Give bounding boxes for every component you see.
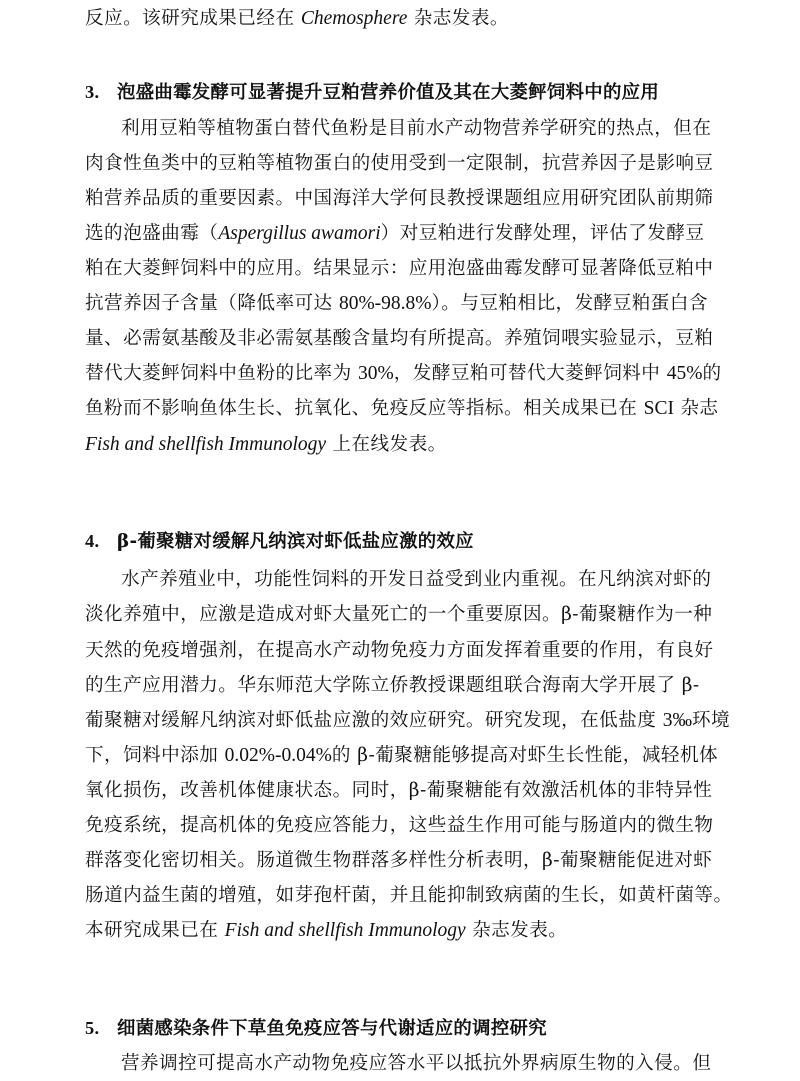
paragraph-line	[85, 598, 725, 632]
paragraph-line	[85, 357, 725, 391]
text-run: 杂志发表。	[465, 920, 568, 941]
percentage-value: 45%	[666, 363, 703, 384]
text-run: 杂志	[674, 398, 719, 419]
paragraph-line	[121, 112, 725, 146]
section-5-heading	[85, 1011, 725, 1045]
text-run: 天然的免疫增强剂，在提高水产动物免疫力方面发挥着重要的作用，有良好	[85, 640, 714, 661]
text-run: 的 β-葡聚糖能够提高对虾生长性能，减轻机体	[331, 745, 719, 766]
text-run: 葡聚糖对缓解凡纳滨对虾低盐应激的效应研究。研究发现，在低盐度	[85, 710, 663, 731]
text-run: 的	[702, 363, 722, 384]
journal-name: Fish and shellfish Immunology	[224, 920, 466, 941]
text-run: ）对豆粕进行发酵处理，评估了发酵豆	[380, 223, 705, 244]
text-run: 营养调控可提高水产动物免疫应答水平以抵抗外界病原生物的入侵。但	[121, 1053, 712, 1074]
section-3-heading	[85, 75, 725, 109]
journal-name: Chemosphere	[300, 8, 408, 29]
percentage-value: 0.02%-0.04%	[224, 745, 332, 766]
text-run: 杂志发表。	[407, 8, 509, 29]
abbreviation: SCI	[643, 398, 674, 419]
text-run: 替代大菱鲆饲料中鱼粉的比率为	[85, 363, 358, 384]
text-run: 群落变化密切相关。肠道微生物群落多样性分析表明，β-葡聚糖能促进对虾	[85, 850, 713, 871]
section-4-heading	[85, 524, 725, 558]
text-run: ）。与豆粕相比，发酵豆粕蛋白含	[431, 293, 708, 314]
text-run: 下，饲料中添加	[85, 745, 225, 766]
text-run: 本研究成果已在	[85, 920, 225, 941]
paragraph-line	[85, 669, 725, 703]
paragraph-line	[85, 287, 725, 321]
text-run: 免疫系统，提高机体的免疫应答能力，这些益生作用可能与肠道内的微生物	[85, 815, 714, 836]
salinity-value: 3‰	[662, 710, 692, 731]
paragraph-line	[85, 774, 725, 808]
paragraph-line	[85, 914, 725, 948]
text-run: 量、必需氨基酸及非必需氨基酸含量均有所提高。养殖饲喂实验显示，豆粕	[85, 328, 714, 349]
percentage-value: 80%-98.8%	[338, 293, 432, 314]
paragraph-line	[121, 563, 725, 597]
text-run: 鱼粉而不影响鱼体生长、抗氧化、免疫反应等指标。相关成果已在	[85, 398, 644, 419]
text-run: 环境	[691, 710, 731, 731]
text-run: 肉食性鱼类中的豆粕等植物蛋白的使用受到一定限制，抗营养因子是影响豆	[85, 153, 714, 174]
text-run: 粕在大菱鲆饲料中的应用。结果显示：应用泡盛曲霉发酵可显著降低豆粕中	[85, 258, 714, 279]
section-title: 泡盛曲霉发酵可显著提升豆粕营养价值及其在大菱鲆饲料中的应用	[117, 82, 660, 103]
paragraph-line	[85, 634, 725, 668]
paragraph-line	[85, 182, 725, 216]
text-run: 水产养殖业中，功能性饲料的开发日益受到业内重视。在凡纳滨对虾的	[121, 569, 712, 590]
paragraph-line	[85, 322, 725, 356]
text-run: 利用豆粕等植物蛋白替代鱼粉是目前水产动物营养学研究的热点，但在	[121, 118, 712, 139]
paragraph-line	[85, 252, 725, 286]
paragraph-line	[85, 879, 733, 913]
text-run: 上在线发表。	[326, 434, 447, 455]
species-name: Aspergillus awamori	[218, 223, 381, 244]
paragraph-line	[85, 428, 725, 462]
section-number: 4.	[85, 531, 100, 551]
text-run: 选的泡盛曲霉（	[85, 223, 219, 244]
section-number: 5.	[85, 1018, 100, 1038]
text-run: 淡化养殖中，应激是造成对虾大量死亡的一个重要原因。β-葡聚糖作为一种	[85, 604, 713, 625]
paragraph-line	[85, 704, 731, 738]
text-run: 反应。该研究成果已经在	[85, 8, 301, 29]
paragraph-line	[85, 147, 725, 181]
paragraph-line	[85, 217, 725, 251]
journal-name: Fish and shellfish Immunology	[85, 434, 327, 455]
percentage-value: 30%	[357, 363, 394, 384]
paragraph-line	[85, 844, 725, 878]
paragraph-line	[85, 809, 725, 843]
text-run: 的生产应用潜力。华东师范大学陈立侨教授课题组联合海南大学开展了 β-	[85, 675, 700, 696]
section-number: 3.	[85, 82, 100, 102]
paragraph-line	[85, 739, 725, 773]
text-run: 粕营养品质的重要因素。中国海洋大学何艮教授课题组应用研究团队前期筛	[85, 188, 714, 209]
text-run: 氧化损伤，改善机体健康状态。同时，β-葡聚糖能有效激活机体的非特异性	[85, 780, 713, 801]
section-title: 细菌感染条件下草鱼免疫应答与代谢适应的调控研究	[117, 1018, 547, 1039]
paragraph-line	[85, 392, 725, 426]
paragraph-line	[85, 2, 725, 36]
text-run: 抗营养因子含量（降低率可达	[85, 293, 339, 314]
text-run: 肠道内益生菌的增殖，如芽孢杆菌，并且能抑制致病菌的生长，如黄杆菌等。	[85, 885, 733, 906]
text-run: ，发酵豆粕可替代大菱鲆饲料中	[393, 363, 667, 384]
paragraph-line	[121, 1047, 725, 1081]
section-title: β-葡聚糖对缓解凡纳滨对虾低盐应激的效应	[117, 531, 474, 552]
